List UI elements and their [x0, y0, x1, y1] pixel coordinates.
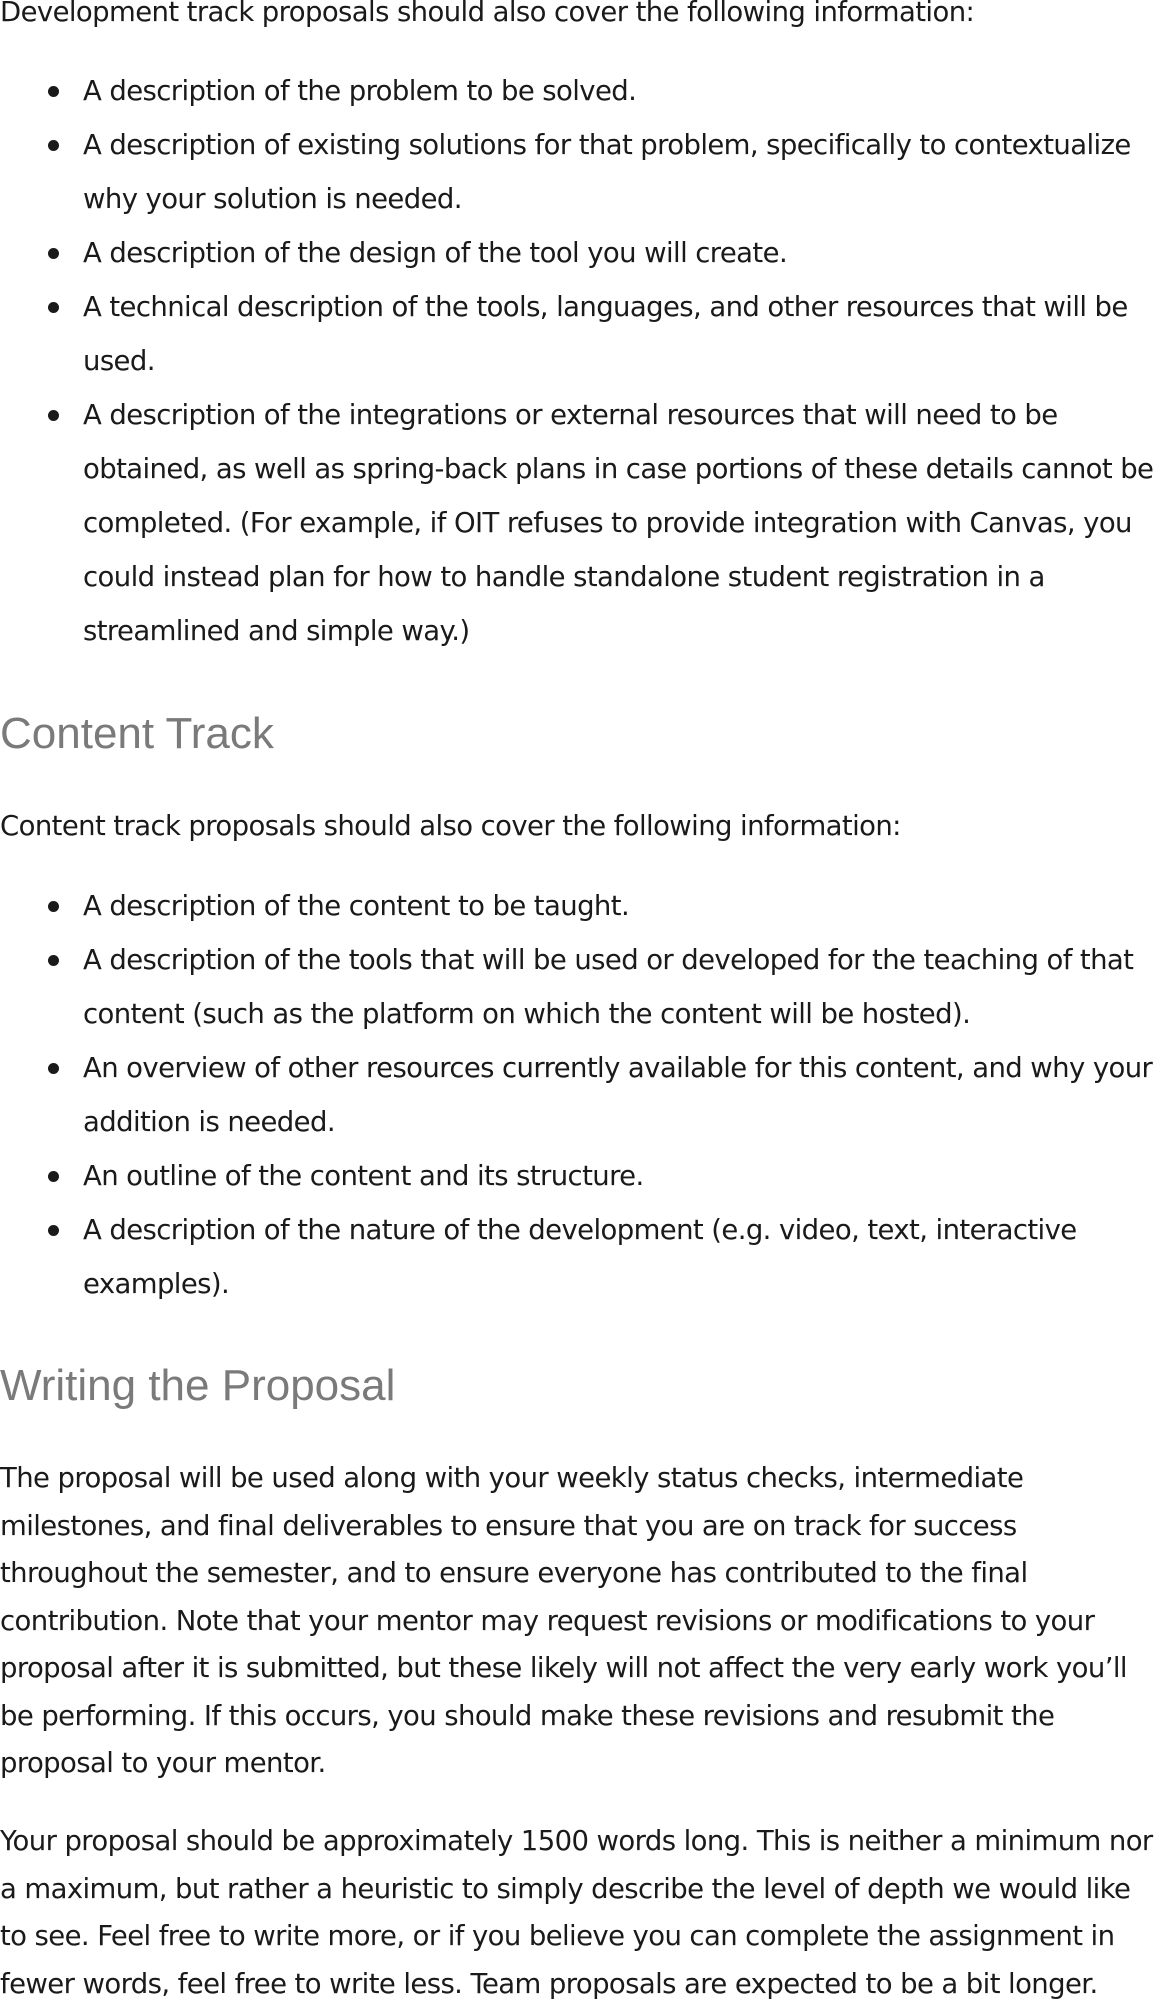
bullet-icon	[48, 1171, 59, 1182]
content-track-list	[0, 879, 1161, 1311]
bullet-icon	[48, 86, 59, 97]
content-track-heading: Content Track	[0, 709, 274, 758]
bullet-icon	[48, 955, 59, 966]
bullet-icon	[48, 1225, 59, 1236]
bullet-icon	[48, 248, 59, 259]
bullet-icon	[48, 901, 59, 912]
content-track-intro: Content track proposals should also cover the following information:	[0, 810, 901, 842]
list-item: An overview of other resources currently available for this content, and why your addition is needed.	[0, 1041, 1161, 1149]
list-item: A description of the tools that will be used or developed for the teaching of that content (such as the platform on which the content will be hosted).	[0, 933, 1161, 1041]
list-item: A description of existing solutions for that problem, specifically to contextualize why your solution is needed.	[0, 118, 1161, 226]
list-item: A description of the integrations or external resources that will need to be obtained, as well as spring-back plans in case portions of these details cannot be completed. (For example, if OIT refuses to provide integration with Canvas, you could instead plan for how to handle standalone student registration in a streamlined and simple way.)	[0, 388, 1161, 658]
list-item: A description of the nature of the development (e.g. video, text, interactive examples).	[0, 1203, 1161, 1311]
development-track-intro: Development track proposals should also cover the following information:	[0, 0, 975, 28]
writing-proposal-paragraph-2: Your proposal should be approximately 1500 words long. This is neither a minimum nor a maximum, but rather a heuristic to simply describe the level of depth we would like to see. Feel free to write more, or if you believe you can complete the assignment in fewer words, feel free to write less. Team proposals are expected to be a bit longer.	[0, 1825, 1153, 2000]
list-item: A technical description of the tools, languages, and other resources that will be used.	[0, 280, 1161, 388]
list-item: A description of the content to be taught.	[0, 879, 1161, 933]
list-item: A description of the design of the tool you will create.	[0, 226, 1161, 280]
writing-proposal-paragraph-1: The proposal will be used along with your weekly status checks, intermediate milestones, and final deliverables to ensure that you are on track for success throughout the semester, and to ensure everyone has contributed to the final contribution. Note that your mentor may request revisions or modifications to your proposal after it is submitted, but these likely will not affect the very early work you’ll be performing. If this occurs, you should make these revisions and resubmit the proposal to your mentor.	[0, 1462, 1127, 1779]
bullet-icon	[48, 1063, 59, 1074]
development-track-list	[0, 64, 1161, 658]
bullet-icon	[48, 302, 59, 313]
list-item: An outline of the content and its structure.	[0, 1149, 1161, 1203]
list-item: A description of the problem to be solved.	[0, 64, 1161, 118]
writing-proposal-heading: Writing the Proposal	[0, 1361, 396, 1410]
bullet-icon	[48, 140, 59, 151]
bullet-icon	[48, 410, 59, 421]
